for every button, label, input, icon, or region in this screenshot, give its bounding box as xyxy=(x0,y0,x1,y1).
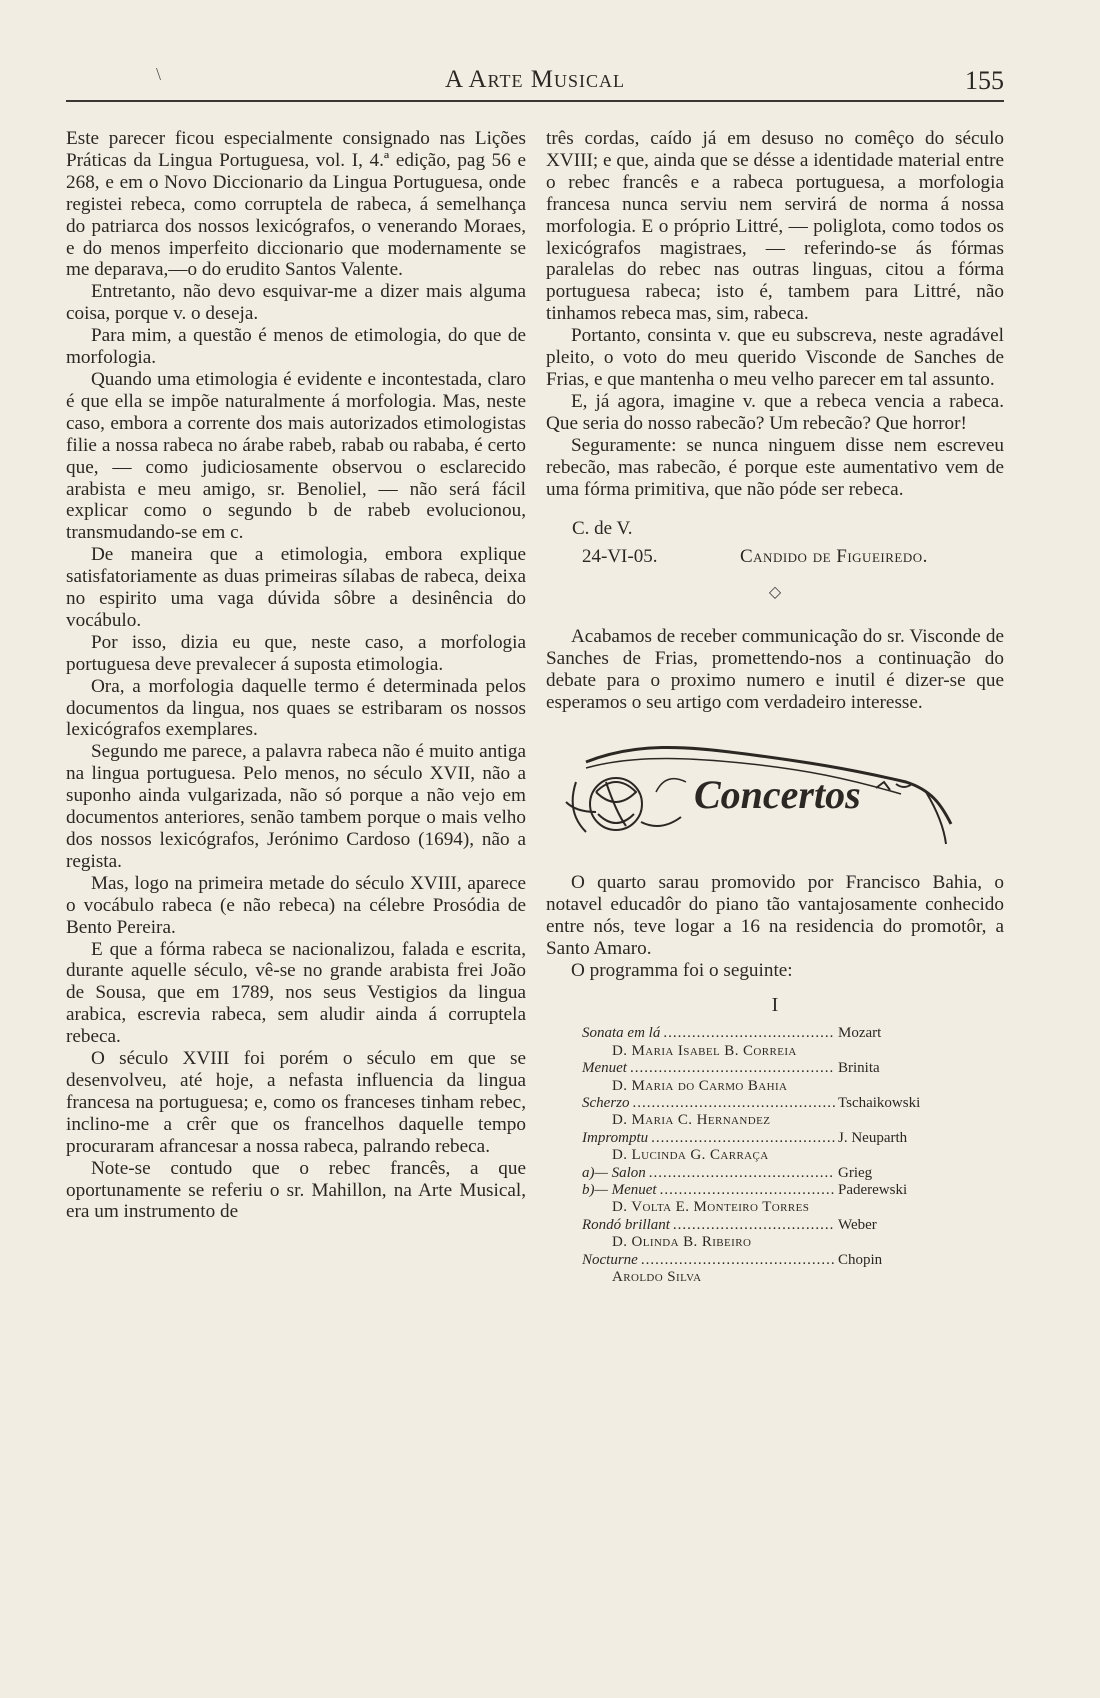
signature-place: C. de V. xyxy=(572,518,633,540)
paragraph: Quando uma etimologia é evidente e incontestada, claro é que ella se impõe naturalmente á morfologia. Mas, neste caso, embora a corrente dos mais autorizados etimologistas filie a nossa rabeca no árabe rabeb, rabab ou rababa, é certo que, — como judiciosamente observou o esclarecido arabista e meu amigo, sr. Benoliel, — não será fácil explicar como o segundo b de rabeb evolucionou, transmudando-se em c. xyxy=(66,368,526,544)
composer: Paderewski xyxy=(838,1182,908,1199)
composer: Chopin xyxy=(838,1251,883,1268)
paragraph: O quarto sarau promovido por Francisco Bahia, o notavel educadôr do piano tão vantajosamente conhecido entre nós, teve logar a 16 na residencia do promotôr, a Santo Amaro. xyxy=(546,871,1004,959)
page-number: 155 xyxy=(965,66,1004,95)
composer: Tschaikowski xyxy=(838,1095,921,1111)
leader-dots xyxy=(663,1025,835,1042)
leader-dots xyxy=(641,1252,835,1269)
paragraph: Ora, a morfologia daquelle termo é determinada pelos documentos da lingua, nos quaes se estribaram os nossos lexicógrafos exemplares. xyxy=(66,675,526,741)
paragraph: Note-se contudo que o rebec francês, a que oportunamente se referiu o sr. Mahillon, na Arte Musical, era um instrumento de xyxy=(66,1157,526,1223)
paragraph: Portanto, consinta v. que eu subscreva, neste agradável pleito, o voto do meu querido Visconde de Sanches de Frias, e que mantenha o meu velho parecer em tal assunto. xyxy=(546,325,1004,390)
programme-item xyxy=(582,1182,932,1199)
leader-dots xyxy=(660,1182,835,1199)
concertos-banner xyxy=(546,732,1004,852)
paragraph: De maneira que a etimologia, embora explique satisfatoriamente as duas primeiras sílabas de rabeca, deixa no espirito uma vaga dúvida sôbre a desinência do vocábulo. xyxy=(66,544,526,631)
signature-author: Candido de Figueiredo. xyxy=(740,546,928,568)
journal-title: A Arte Musical xyxy=(445,66,625,93)
diamond-ornament-icon: ◇ xyxy=(768,584,782,602)
header-rule xyxy=(66,100,1004,102)
paragraph: Este parecer ficou especialmente consignado nas Lições Práticas da Lingua Portuguesa, vol. I, 4.ª edição, pag 56 e 268, e em o Novo Diccionario da Lingua Portuguesa, onde registei rebeca, como corruptela de rabeca, á semelhança do patriarca dos nossos lexicógrafos, o venerando Moraes, e do menos imperfeito diccionario que modernamente se me deparava,—o do erudito Santos Valente. xyxy=(66,128,526,281)
composer: Weber xyxy=(838,1216,877,1233)
leader-dots xyxy=(630,1060,835,1077)
performer: Aroldo Silva xyxy=(612,1269,702,1286)
composer: Brinita xyxy=(838,1060,880,1077)
piece-title: b)— Menuet xyxy=(582,1182,657,1199)
paragraph: Mas, logo na primeira metade do século XVIII, aparece o vocábulo rabeca (e não rebeca) na célebre Prosódia de Bento Pereira. xyxy=(66,872,526,938)
leader-dots xyxy=(649,1165,835,1182)
leader-dots xyxy=(633,1095,836,1112)
article-signature xyxy=(546,518,1004,574)
leader-dots xyxy=(673,1217,835,1234)
paragraph: O século XVIII foi porém o século em que se desenvolveu, até hoje, a nefasta influencia da lingua francesa na portuguesa; e, como os franceses tinham rebec, inclino-me a crêr que os francelhos daquelle tempo procuraram afrancesar a nossa rabeca, palrando rebeca. xyxy=(66,1048,526,1157)
signature-date: 24-VI-05. xyxy=(582,546,658,568)
leader-dots xyxy=(651,1130,835,1147)
paragraph: Seguramente: se nunca ninguem disse nem escreveu rebecão, mas rabecão, é porque este aumentativo vem de uma fórma primitiva, que não póde ser rebeca. xyxy=(546,434,1004,500)
composer: Grieg xyxy=(838,1164,873,1181)
performer: D. Volta E. Monteiro Torres xyxy=(612,1199,810,1216)
section-title: Concertos xyxy=(694,771,861,817)
left-column xyxy=(66,128,526,1223)
paragraph: Por isso, dizia eu que, neste caso, a morfologia portuguesa deve prevalecer á suposta etimologia. xyxy=(66,631,526,675)
paragraph: três cordas, caído já em desuso no comêço do século XVIII; e que, ainda que se désse a identidade material entre o rebec francês e a rabeca portuguesa, a morfologia francesa nunca serviu nem servirá de norma á nossa morfologia. E o próprio Littré, — poliglota, como todos os lexicógrafos magistraes, — referindo-se ás fórmas paralelas do rebec nas outras linguas, citou a fórma portuguesa rabeca; isto é, tambem para Littré, não tinhamos rebeca mas, sim, rabeca. xyxy=(546,128,1004,325)
paragraph: O programma foi o seguinte: xyxy=(570,959,793,981)
piece-title: Sonata em lá xyxy=(582,1025,661,1042)
editorial-notice: Acabamos de receber communicação do sr. Visconde de Sanches de Frias, promettendo-nos a continuação do debate para o proximo numero e inutil é dizer-se que esperamos o seu artigo com verdadeiro interesse. xyxy=(546,626,1004,714)
paragraph: E que a fórma rabeca se nacionalizou, falada e escrita, durante aquelle século, vê-se no grande arabista frei João de Sousa, que em 1789, nos seus Vestigios da lingua arabica, escrevia rabeca, sem aludir ainda á corruptela rebeca. xyxy=(66,938,526,1048)
programme-part-heading: I xyxy=(771,994,779,1017)
performer: D. Maria C. Hernandez xyxy=(612,1112,771,1129)
programme-item xyxy=(582,1130,932,1147)
piece-title: Menuet xyxy=(582,1060,627,1077)
programme-item xyxy=(582,1025,932,1042)
composer: J. Neuparth xyxy=(838,1129,908,1146)
paragraph: Para mim, a questão é menos de etimologia, do que de morfologia. xyxy=(66,325,526,369)
composer: Mozart xyxy=(838,1025,882,1042)
piece-title: a)— Salon xyxy=(582,1164,646,1181)
programme-item xyxy=(582,1252,932,1269)
performer: D. Olinda B. Ribeiro xyxy=(612,1234,752,1251)
performer: D. Lucinda G. Carraça xyxy=(612,1147,769,1164)
right-column xyxy=(546,128,1004,1286)
concert-programme xyxy=(582,1025,932,1286)
paragraph: Entretanto, não devo esquivar-me a dizer mais alguma coisa, porque v. o deseja. xyxy=(66,281,526,325)
header-mark: \ xyxy=(156,64,162,84)
floral-banner-icon xyxy=(546,732,966,852)
page-header xyxy=(66,62,1004,98)
performer: D. Maria Isabel B. Correia xyxy=(612,1042,797,1059)
paragraph: E, já agora, imagine v. que a rebeca vencia a rabeca. Que seria do nosso rabecão? Um rebecão? Que horror! xyxy=(546,390,1004,434)
programme-item xyxy=(582,1060,932,1077)
piece-title: Impromptu xyxy=(582,1129,649,1146)
programme-item xyxy=(582,1095,932,1112)
performer: D. Maria do Carmo Bahia xyxy=(612,1077,788,1094)
paragraph: Segundo me parece, a palavra rabeca não é muito antiga na lingua portuguesa. Pelo menos, no século XVII, não a suponho ainda vulgarizada, não só porque a não vejo em documentos anteriores, senão tambem porque o mais velho dos nossos lexicógrafos, Jerónimo Cardoso (1694), não a regista. xyxy=(66,741,526,872)
piece-title: Rondó brillant xyxy=(582,1216,670,1233)
programme-item xyxy=(582,1217,932,1234)
piece-title: Scherzo xyxy=(582,1095,630,1111)
programme-item xyxy=(582,1165,932,1182)
piece-title: Nocturne xyxy=(582,1251,638,1268)
